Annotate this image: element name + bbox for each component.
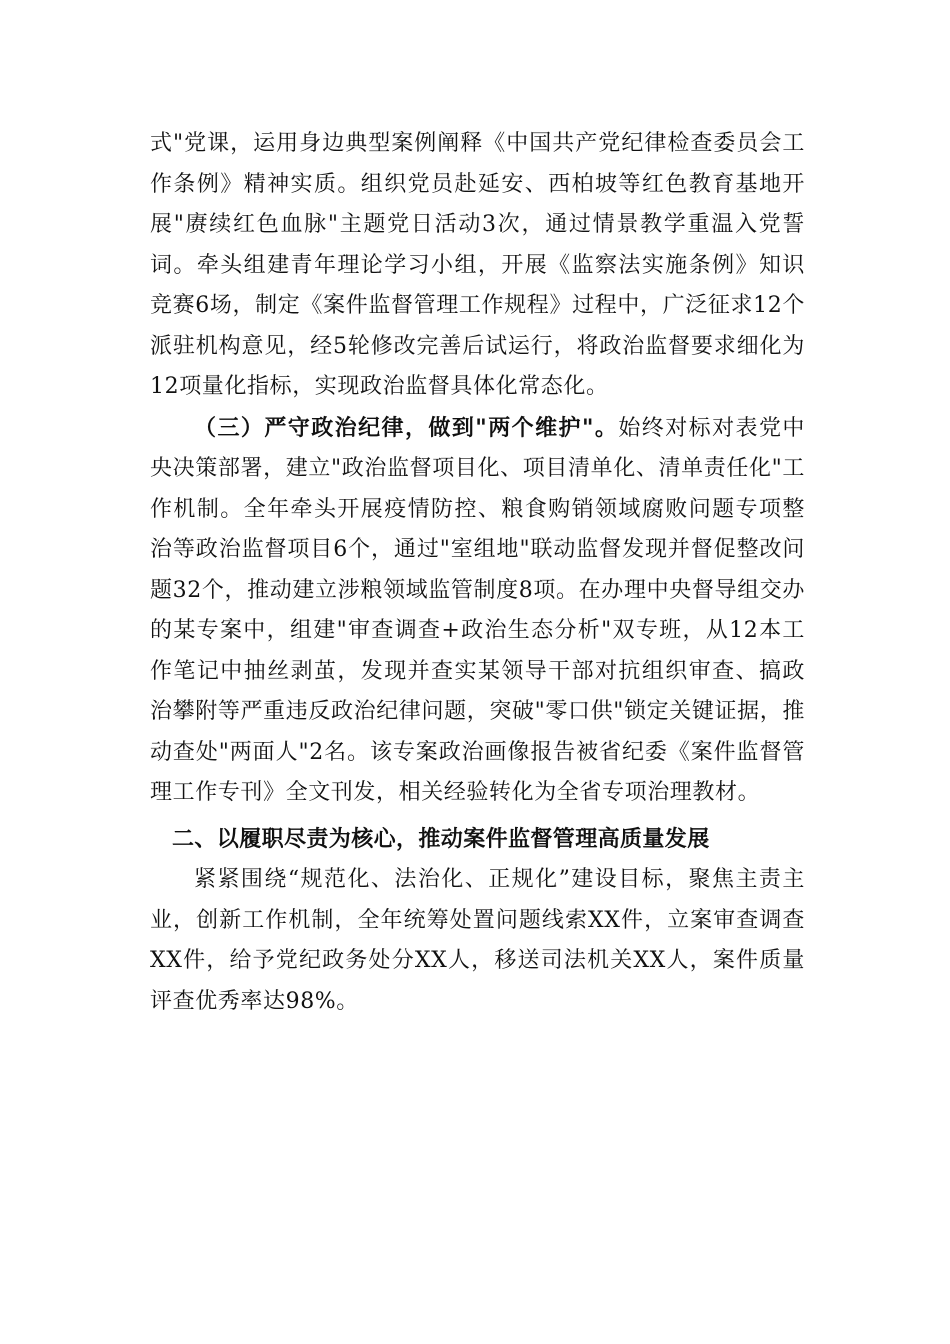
paragraph-closing (150, 860, 805, 1022)
paragraph-text: 式"党课，运用身边典型案例阐释《中国共产党纪律检查委员会工作条例》精神实质。组织党员赴延安、西柏坡等红色教育基地开展"赓续红色血脉"主题党日活动3次，通过情景教学重温入党誓词。牵头组建青年理论学习小组，开展《监察法实施条例》知识竞赛6场，制定《案件监督管理工作规程》过程中，广泛征求12个派驻机构意见，经5轮修改完善后试运行，将政治监督要求细化为12项量化指标，实现政治监督具体化常态化。 (150, 131, 805, 399)
section-heading: 二、以履职尽责为核心，推动案件监督管理高质量发展 (172, 826, 710, 852)
document-body (150, 124, 805, 1022)
paragraph-text: 紧紧围绕“规范化、法治化、正规化”建设目标，聚焦主责主业，创新工作机制，全年统筹处置问题线索XX件，立案审查调查XX件，给予党纪政务处分XX人，移送司法机关XX人，案件质量评查优秀率达98%。 (150, 867, 805, 1014)
paragraph-continuation (150, 124, 805, 408)
paragraph-text: 始终对标对表党中央决策部署，建立"政治监督项目化、项目清单化、清单责任化"工作机制。全年牵头开展疫情防控、粮食购销领域腐败问题专项整治等政治监督项目6个，通过"室组地"联动监督发现并督促整改问题32个，推动建立涉粮领域监管制度8项。在办理中央督导组交办的某专案中，组建"审查调查+政治生态分析"双专班，从12本工作笔记中抽丝剥茧，发现并查实某领导干部对抗组织审查、搞政治攀附等严重违反政治纪律问题，突破"零口供"锁定关键证据，推动查处"两面人"2名。该专案政治画像报告被省纪委《案件监督管理工作专刊》全文刊发，相关经验转化为全省专项治理教材。 (150, 415, 805, 805)
paragraph-section-three (150, 408, 805, 814)
section-lead: （三）严守政治纪律，做到"两个维护"。 (194, 414, 619, 441)
